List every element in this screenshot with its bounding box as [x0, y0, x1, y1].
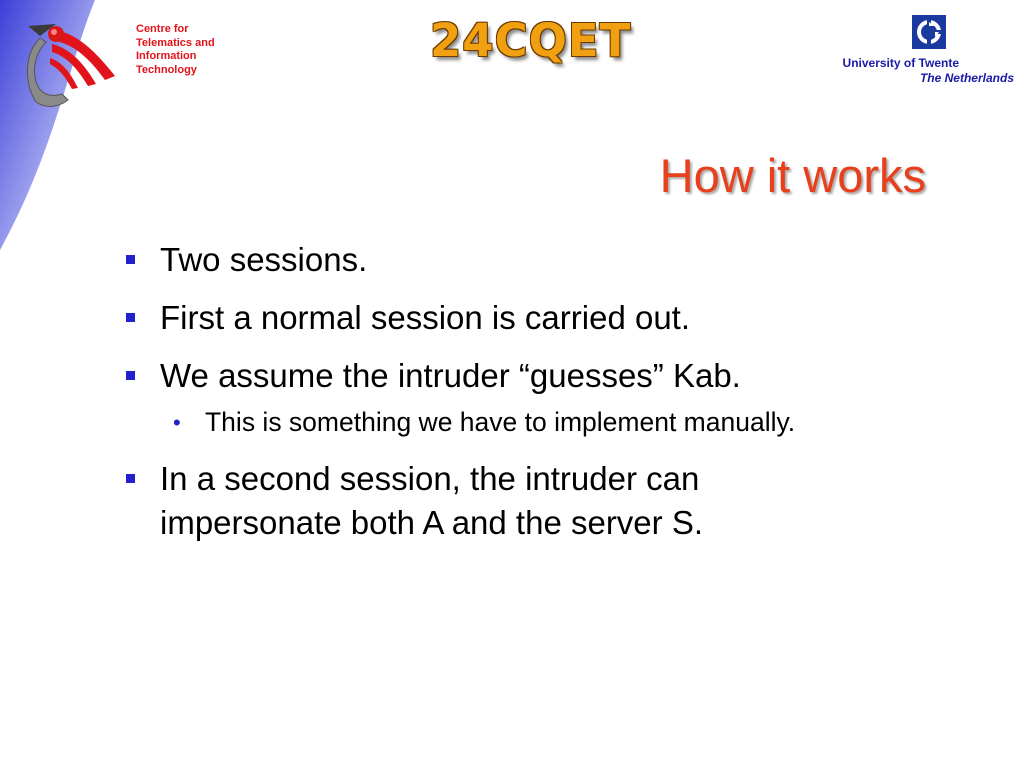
ctit-line: Centre for: [136, 23, 189, 35]
dot-bullet-icon: •: [173, 410, 181, 435]
ctit-logo-icon: [10, 14, 122, 110]
ctit-line: Information: [136, 50, 197, 62]
sub-bullet-text: This is something we have to implement manually.: [205, 407, 796, 437]
square-bullet-icon: [126, 313, 135, 322]
bullet-text: Two sessions.: [160, 241, 368, 278]
bullet-item: [118, 296, 878, 340]
ctit-line: Telematics and: [136, 36, 215, 49]
bullet-item: [118, 457, 878, 545]
university-logo-icon: [912, 15, 946, 49]
ctit-line: Technology: [136, 63, 197, 76]
brand-logo-text: 24CQET: [430, 14, 632, 67]
bullet-list: [118, 238, 878, 559]
bullet-item: [118, 238, 878, 282]
bullet-item: [118, 354, 878, 398]
university-name: University of Twente: [842, 56, 959, 70]
bullet-text: First a normal session is carried out.: [160, 299, 691, 336]
sub-bullet-item: [118, 406, 825, 439]
ctit-name: [136, 23, 215, 77]
bullet-text: We assume the intruder “guesses” Kab.: [160, 357, 741, 394]
square-bullet-icon: [126, 474, 135, 483]
square-bullet-icon: [126, 255, 135, 264]
slide-title: How it works: [659, 149, 926, 202]
bullet-text: In a second session, the intruder can impersonate both A and the server S.: [160, 460, 704, 541]
university-country: The Netherlands: [919, 71, 1014, 85]
square-bullet-icon: [126, 371, 135, 380]
